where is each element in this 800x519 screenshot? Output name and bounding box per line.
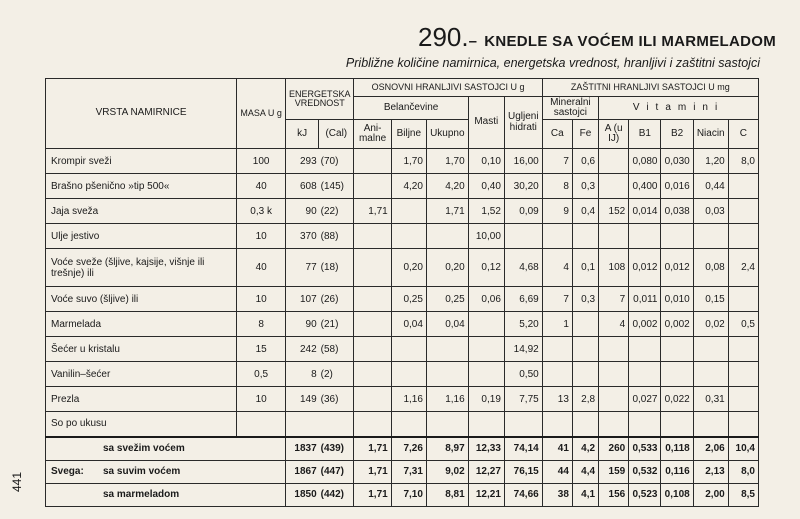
cell-kj: 242 — [286, 337, 319, 362]
cell-kj: 293 — [286, 149, 319, 174]
total-cell-a: 156 — [599, 483, 629, 506]
total-cell-ca: 38 — [542, 483, 572, 506]
header-masti: Masti — [468, 97, 504, 149]
header-cal: (Cal) — [319, 120, 354, 149]
cell-masa: 0,3 k — [237, 199, 286, 224]
total-cell-ugh: 74,14 — [504, 437, 542, 461]
cell-bilj: 4,20 — [391, 174, 426, 199]
total-cell-bilj: 7,10 — [391, 483, 426, 506]
cell-masa: 15 — [237, 337, 286, 362]
cell-masa: 40 — [237, 249, 286, 287]
total-cell-uk: 8,97 — [426, 437, 468, 461]
total-cell-niacin: 2,13 — [693, 460, 728, 483]
cell-ca: 4 — [542, 249, 572, 287]
header-b2: B2 — [661, 120, 693, 149]
cell-b1 — [629, 224, 661, 249]
header-vrsta: VRSTA NAMIRNICE — [46, 79, 237, 149]
cell-fe: 0,3 — [572, 174, 598, 199]
total-cell-ugh: 74,66 — [504, 483, 542, 506]
cell-ca: 8 — [542, 174, 572, 199]
cell-anim — [354, 174, 391, 199]
total-cell-c: 10,4 — [728, 437, 758, 461]
cell-bilj: 0,20 — [391, 249, 426, 287]
cell-masti — [468, 362, 504, 387]
cell-ca: 13 — [542, 387, 572, 412]
cell-a: 152 — [599, 199, 629, 224]
total-variant-label: sa svežim voćem — [103, 443, 185, 454]
cell-kj: 149 — [286, 387, 319, 412]
cell-uk: 1,70 — [426, 149, 468, 174]
ingredient-name: Jaja sveža — [46, 199, 237, 224]
cell-ca: 7 — [542, 149, 572, 174]
total-cell-ca: 41 — [542, 437, 572, 461]
cell-ugh — [504, 412, 542, 437]
total-row — [46, 437, 759, 461]
cell-anim — [354, 412, 391, 437]
cell-c — [728, 199, 758, 224]
total-row — [46, 483, 759, 506]
cell-masti: 0,06 — [468, 287, 504, 312]
cell-b2: 0,038 — [661, 199, 693, 224]
header-b1: B1 — [629, 120, 661, 149]
cell-masti: 0,12 — [468, 249, 504, 287]
cell-b1: 0,027 — [629, 387, 661, 412]
total-cell-cal: (439) — [319, 437, 354, 461]
header-a: A (u IJ) — [599, 120, 629, 149]
total-cell-fe: 4,4 — [572, 460, 598, 483]
cell-niacin: 0,08 — [693, 249, 728, 287]
recipe-name: KNEDLE SA VOĆEM ILI MARMELADOM — [484, 33, 776, 50]
cell-b2 — [661, 412, 693, 437]
cell-masa: 10 — [237, 287, 286, 312]
total-cell-niacin: 2,06 — [693, 437, 728, 461]
total-cell-masti: 12,21 — [468, 483, 504, 506]
cell-niacin — [693, 337, 728, 362]
header-c: C — [728, 120, 758, 149]
header-niacin: Niacin — [693, 120, 728, 149]
cell-b2: 0,010 — [661, 287, 693, 312]
header-zastitni: ZAŠTITNI HRANLJIVI SASTOJCI U mg — [542, 79, 758, 97]
cell-masti: 0,10 — [468, 149, 504, 174]
total-variant-label: sa suvim voćem — [103, 466, 181, 477]
cell-ugh: 30,20 — [504, 174, 542, 199]
ingredient-name: So po ukusu — [46, 412, 237, 437]
total-cell-bilj: 7,26 — [391, 437, 426, 461]
cell-anim — [354, 362, 391, 387]
header-fe: Fe — [572, 120, 598, 149]
header-animalne: Ani-malne — [354, 120, 391, 149]
total-row — [46, 460, 759, 483]
cell-ugh — [504, 224, 542, 249]
table-row — [46, 312, 759, 337]
total-cell-uk: 8,81 — [426, 483, 468, 506]
header-biljne: Biljne — [391, 120, 426, 149]
cell-a — [599, 412, 629, 437]
cell-a — [599, 362, 629, 387]
cell-c — [728, 362, 758, 387]
cell-b2: 0,012 — [661, 249, 693, 287]
table-row — [46, 199, 759, 224]
cell-b2: 0,022 — [661, 387, 693, 412]
header-osnovni: OSNOVNI HRANLJIVI SASTOJCI U g — [354, 79, 542, 97]
total-cell-bilj: 7,31 — [391, 460, 426, 483]
cell-bilj: 1,16 — [391, 387, 426, 412]
cell-anim — [354, 312, 391, 337]
cell-uk: 4,20 — [426, 174, 468, 199]
total-cell-kj: 1850 — [286, 483, 319, 506]
header-belancevine: Belančevine — [354, 97, 468, 120]
total-cell-b2: 0,108 — [661, 483, 693, 506]
cell-masa: 10 — [237, 387, 286, 412]
cell-uk — [426, 224, 468, 249]
cell-a — [599, 149, 629, 174]
cell-kj: 107 — [286, 287, 319, 312]
cell-cal: (36) — [319, 387, 354, 412]
total-cell-masti: 12,33 — [468, 437, 504, 461]
cell-masa: 100 — [237, 149, 286, 174]
cell-cal: (26) — [319, 287, 354, 312]
cell-fe: 0,6 — [572, 149, 598, 174]
ingredient-name: Šećer u kristalu — [46, 337, 237, 362]
ingredient-name: Voće suvo (šljive) ili — [46, 287, 237, 312]
cell-anim — [354, 149, 391, 174]
cell-ca — [542, 362, 572, 387]
table-row — [46, 174, 759, 199]
cell-b2 — [661, 224, 693, 249]
cell-kj: 8 — [286, 362, 319, 387]
cell-c: 8,0 — [728, 149, 758, 174]
cell-ugh: 4,68 — [504, 249, 542, 287]
cell-ugh: 7,75 — [504, 387, 542, 412]
totals-label-cell — [46, 483, 286, 506]
cell-ca — [542, 224, 572, 249]
cell-b1: 0,080 — [629, 149, 661, 174]
cell-fe — [572, 362, 598, 387]
cell-kj: 608 — [286, 174, 319, 199]
cell-niacin: 0,15 — [693, 287, 728, 312]
total-cell-kj: 1867 — [286, 460, 319, 483]
cell-cal: (21) — [319, 312, 354, 337]
cell-masti: 10,00 — [468, 224, 504, 249]
cell-uk: 0,25 — [426, 287, 468, 312]
cell-cal: (22) — [319, 199, 354, 224]
ingredient-name: Prezla — [46, 387, 237, 412]
table-row — [46, 287, 759, 312]
cell-b1: 0,002 — [629, 312, 661, 337]
cell-b2 — [661, 362, 693, 387]
total-cell-anim: 1,71 — [354, 460, 391, 483]
header-energ: ENERGETSKA VREDNOST — [286, 79, 354, 120]
cell-fe — [572, 224, 598, 249]
cell-c — [728, 412, 758, 437]
cell-b1 — [629, 362, 661, 387]
total-cell-c: 8,0 — [728, 460, 758, 483]
total-cell-ugh: 76,15 — [504, 460, 542, 483]
cell-a — [599, 337, 629, 362]
total-cell-ca: 44 — [542, 460, 572, 483]
total-cell-anim: 1,71 — [354, 483, 391, 506]
cell-kj: 77 — [286, 249, 319, 287]
cell-uk: 1,16 — [426, 387, 468, 412]
totals-label-cell — [46, 460, 286, 483]
table-row — [46, 362, 759, 387]
total-cell-anim: 1,71 — [354, 437, 391, 461]
cell-cal — [319, 412, 354, 437]
total-cell-b1: 0,523 — [629, 483, 661, 506]
cell-fe — [572, 337, 598, 362]
cell-anim — [354, 287, 391, 312]
cell-b2 — [661, 337, 693, 362]
cell-a: 7 — [599, 287, 629, 312]
total-cell-c: 8,5 — [728, 483, 758, 506]
ingredient-name: Krompir sveži — [46, 149, 237, 174]
cell-masti — [468, 312, 504, 337]
cell-uk — [426, 337, 468, 362]
cell-a — [599, 174, 629, 199]
cell-fe: 0,3 — [572, 287, 598, 312]
total-cell-fe: 4,2 — [572, 437, 598, 461]
cell-fe: 0,4 — [572, 199, 598, 224]
total-cell-b1: 0,533 — [629, 437, 661, 461]
cell-ugh: 0,09 — [504, 199, 542, 224]
cell-masa — [237, 412, 286, 437]
cell-ca: 9 — [542, 199, 572, 224]
cell-bilj — [391, 412, 426, 437]
cell-b2: 0,016 — [661, 174, 693, 199]
page-subtitle: Približne količine namirnica, energetska vrednost, hranljivi i zaštitni sastojci — [345, 56, 760, 70]
cell-ca — [542, 337, 572, 362]
total-cell-fe: 4,1 — [572, 483, 598, 506]
total-cell-b2: 0,118 — [661, 437, 693, 461]
cell-anim — [354, 224, 391, 249]
ingredient-name: Voće sveže (šljive, kajsije, višnje ili trešnje) ili — [46, 249, 237, 287]
cell-kj: 90 — [286, 199, 319, 224]
cell-uk: 0,20 — [426, 249, 468, 287]
cell-masa: 0,5 — [237, 362, 286, 387]
cell-ugh: 14,92 — [504, 337, 542, 362]
ingredient-name: Marmelada — [46, 312, 237, 337]
cell-c — [728, 387, 758, 412]
cell-a — [599, 224, 629, 249]
table-row — [46, 224, 759, 249]
page-number: 441 — [10, 471, 24, 492]
cell-masa: 10 — [237, 224, 286, 249]
total-cell-uk: 9,02 — [426, 460, 468, 483]
cell-b1 — [629, 412, 661, 437]
total-cell-masti: 12,27 — [468, 460, 504, 483]
cell-b1: 0,400 — [629, 174, 661, 199]
cell-a: 4 — [599, 312, 629, 337]
total-cell-b1: 0,532 — [629, 460, 661, 483]
total-cell-b2: 0,116 — [661, 460, 693, 483]
cell-a — [599, 387, 629, 412]
cell-c: 2,4 — [728, 249, 758, 287]
cell-niacin — [693, 412, 728, 437]
total-variant-label: sa marmeladom — [103, 489, 180, 500]
cell-niacin — [693, 362, 728, 387]
cell-anim — [354, 387, 391, 412]
total-cell-niacin: 2,00 — [693, 483, 728, 506]
cell-anim — [354, 337, 391, 362]
cell-b1: 0,011 — [629, 287, 661, 312]
cell-bilj: 0,25 — [391, 287, 426, 312]
cell-masa: 8 — [237, 312, 286, 337]
cell-masti: 0,40 — [468, 174, 504, 199]
total-cell-a: 260 — [599, 437, 629, 461]
cell-ca: 7 — [542, 287, 572, 312]
cell-bilj — [391, 224, 426, 249]
cell-ugh: 16,00 — [504, 149, 542, 174]
cell-cal: (145) — [319, 174, 354, 199]
header-masa: MASA U g — [237, 79, 286, 149]
header-mineralni: Mineralni sastojci — [542, 97, 598, 120]
cell-fe: 2,8 — [572, 387, 598, 412]
cell-niacin: 0,03 — [693, 199, 728, 224]
total-cell-kj: 1837 — [286, 437, 319, 461]
cell-masti — [468, 337, 504, 362]
cell-masti — [468, 412, 504, 437]
cell-ugh: 6,69 — [504, 287, 542, 312]
header-vitamini: Vitamini — [599, 97, 759, 120]
cell-anim — [354, 249, 391, 287]
cell-c — [728, 174, 758, 199]
cell-b1 — [629, 337, 661, 362]
cell-b1: 0,014 — [629, 199, 661, 224]
cell-c — [728, 224, 758, 249]
cell-uk — [426, 412, 468, 437]
cell-cal: (58) — [319, 337, 354, 362]
cell-b2: 0,002 — [661, 312, 693, 337]
total-cell-cal: (447) — [319, 460, 354, 483]
cell-niacin — [693, 224, 728, 249]
cell-a: 108 — [599, 249, 629, 287]
cell-bilj: 0,04 — [391, 312, 426, 337]
cell-kj: 90 — [286, 312, 319, 337]
cell-niacin: 1,20 — [693, 149, 728, 174]
header-kj: kJ — [286, 120, 319, 149]
cell-bilj: 1,70 — [391, 149, 426, 174]
ingredient-name: Brašno pšenično »tip 500« — [46, 174, 237, 199]
cell-niacin: 0,44 — [693, 174, 728, 199]
ingredient-name: Ulje jestivo — [46, 224, 237, 249]
cell-uk: 0,04 — [426, 312, 468, 337]
cell-c — [728, 287, 758, 312]
cell-bilj — [391, 199, 426, 224]
cell-ugh: 5,20 — [504, 312, 542, 337]
dash: – — [468, 33, 478, 50]
cell-b2: 0,030 — [661, 149, 693, 174]
cell-bilj — [391, 337, 426, 362]
cell-ca: 1 — [542, 312, 572, 337]
cell-cal: (88) — [319, 224, 354, 249]
cell-cal: (2) — [319, 362, 354, 387]
cell-b1: 0,012 — [629, 249, 661, 287]
cell-fe — [572, 412, 598, 437]
cell-fe: 0,1 — [572, 249, 598, 287]
totals-label-cell — [46, 437, 286, 461]
cell-masti: 1,52 — [468, 199, 504, 224]
total-cell-a: 159 — [599, 460, 629, 483]
table-row — [46, 387, 759, 412]
cell-niacin: 0,31 — [693, 387, 728, 412]
cell-uk — [426, 362, 468, 387]
cell-fe — [572, 312, 598, 337]
header-ca: Ca — [542, 120, 572, 149]
table-row — [46, 249, 759, 287]
cell-niacin: 0,02 — [693, 312, 728, 337]
table-row — [46, 412, 759, 437]
cell-anim: 1,71 — [354, 199, 391, 224]
header-ukupno: Ukupno — [426, 120, 468, 149]
nutrition-table — [45, 78, 759, 507]
cell-uk: 1,71 — [426, 199, 468, 224]
cell-masa: 40 — [237, 174, 286, 199]
svega-label: Svega: — [51, 466, 84, 477]
ingredient-name: Vanilin–šećer — [46, 362, 237, 387]
recipe-number: 290. — [418, 22, 469, 52]
cell-kj: 370 — [286, 224, 319, 249]
cell-kj — [286, 412, 319, 437]
cell-masti: 0,19 — [468, 387, 504, 412]
cell-cal: (18) — [319, 249, 354, 287]
cell-ugh: 0,50 — [504, 362, 542, 387]
cell-c: 0,5 — [728, 312, 758, 337]
cell-cal: (70) — [319, 149, 354, 174]
header-ugljeni: Ugljeni hidrati — [504, 97, 542, 149]
cell-ca — [542, 412, 572, 437]
cell-bilj — [391, 362, 426, 387]
total-cell-cal: (442) — [319, 483, 354, 506]
cell-c — [728, 337, 758, 362]
table-row — [46, 149, 759, 174]
page-title — [418, 22, 776, 53]
table-row — [46, 337, 759, 362]
